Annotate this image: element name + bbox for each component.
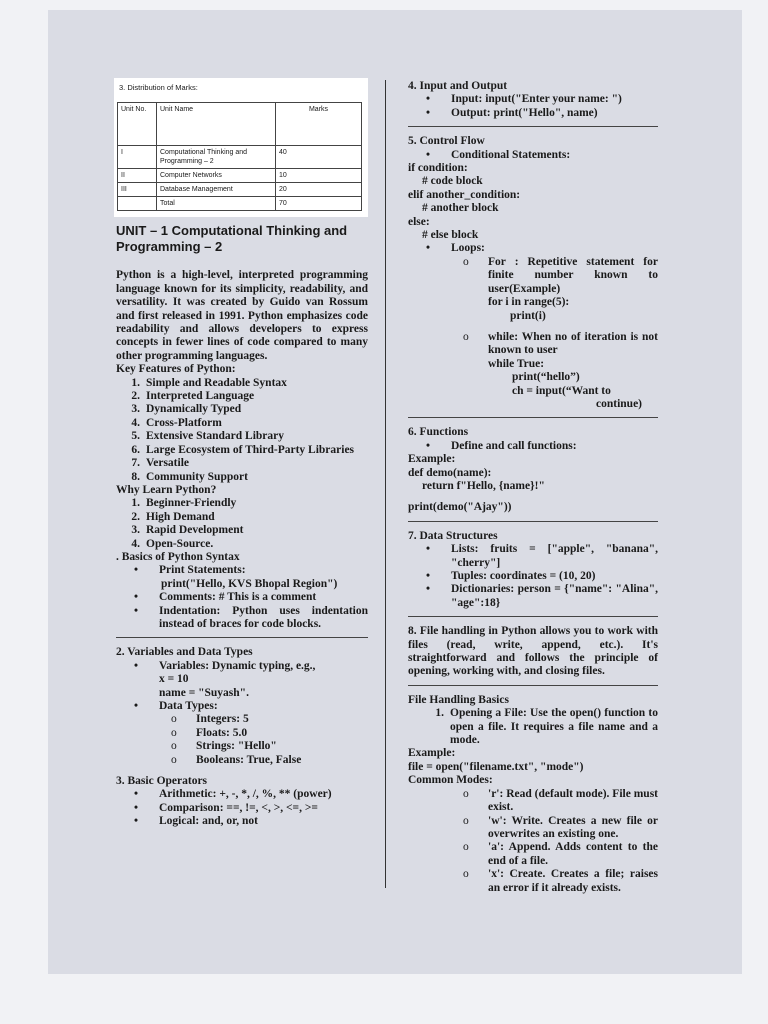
list-item: 4. Cross-Platform — [131, 416, 222, 429]
example-label: Example: — [408, 747, 456, 760]
code-line: elif another_condition: — [408, 188, 521, 201]
table-header: Unit No. — [118, 103, 157, 146]
key-features-heading: Key Features of Python: — [116, 363, 236, 376]
file-handling-list — [408, 707, 658, 747]
list-item: 3. Rapid Development — [131, 524, 244, 537]
column-divider — [385, 80, 386, 888]
list-item: o 'a': Append. Adds content to the end of a file. — [463, 841, 658, 867]
table-row — [118, 169, 362, 183]
table-cell: Computational Thinking and Programming – 2 — [157, 146, 276, 169]
table-cell: 10 — [276, 169, 362, 183]
list-item: o while: When no of iteration is not known to user while True: print(“hello”) ch = input(“Want to continue) — [463, 330, 658, 410]
table-cell: Database Management — [157, 183, 276, 197]
list-item: o Booleans: True, False — [171, 753, 302, 766]
code-line: file = open("filename.txt", "mode") — [408, 760, 584, 773]
basics-list — [116, 564, 368, 631]
list-item: 4. Open-Source. — [131, 537, 214, 550]
table-cell: II — [118, 169, 157, 183]
variables-heading: 2. Variables and Data Types — [116, 646, 253, 659]
list-item: 6. Large Ecosystem of Third-Party Libraries — [131, 443, 355, 456]
intro-paragraph: Python is a high-level, interpreted programming language known for its simplicity, readability, and versatility. It was created by Guido van Rossum and first released in 1991. Python emphasizes code readability and allows developers to express concepts in fewer lines of code compared to many other programming languages. — [116, 269, 368, 362]
table-cell: Computer Networks — [157, 169, 276, 183]
list-item: o 'w': Write. Creates a new file or overwrites an existing one. — [463, 814, 658, 840]
table-cell: I — [118, 146, 157, 169]
list-item: • Loops: — [426, 242, 485, 255]
code-line: if condition: — [408, 162, 468, 175]
right-column — [408, 80, 658, 895]
code-line: print(demo("Ajay")) — [408, 501, 512, 514]
paper-margin — [0, 975, 768, 1024]
table-cell: III — [118, 183, 157, 197]
table-row — [118, 146, 362, 169]
io-heading: 4. Input and Output — [408, 80, 508, 92]
table-row — [118, 183, 362, 197]
code-line: # else block — [422, 229, 479, 242]
code-line: # code block — [422, 175, 483, 188]
functions-heading: 6. Functions — [408, 426, 469, 439]
basics-heading: . Basics of Python Syntax — [116, 550, 240, 563]
operators-heading: 3. Basic Operators — [116, 775, 208, 788]
data-types-list — [116, 713, 368, 767]
list-item: • Dictionaries: person = {"name": "Alina", "age":18} — [426, 583, 658, 609]
control-list — [408, 149, 658, 162]
unit-title: UNIT – 1 Computational Thinking and Programming – 2 — [116, 223, 348, 255]
functions-list — [408, 440, 658, 453]
list-item: • Logical: and, or, not — [134, 815, 258, 828]
list-item: 5. Extensive Standard Library — [131, 430, 285, 443]
code-line: else: — [408, 215, 430, 228]
why-list — [116, 497, 368, 551]
left-column — [116, 78, 368, 829]
list-item: • Comments: # This is a comment — [134, 591, 317, 604]
list-item: o Integers: 5 — [171, 713, 249, 726]
list-item: 3. Dynamically Typed — [131, 403, 242, 416]
list-item: • Print Statements: print("Hello, KVS Bhopal Region") — [134, 564, 338, 590]
table-header-row — [118, 103, 362, 146]
list-item: 2. Interpreted Language — [131, 390, 255, 403]
section-divider — [408, 417, 658, 418]
section-divider — [408, 521, 658, 522]
table-cell: 20 — [276, 183, 362, 197]
variables-list — [116, 660, 368, 714]
section-divider — [408, 126, 658, 127]
file-handling-paragraph: 8. File handling in Python allows you to work with files (read, write, append, etc.). It's straightforward and follows the principle of opening, working with, and closing files. — [408, 625, 658, 678]
table-cell: 70 — [276, 197, 362, 211]
example-label: Example: — [408, 453, 456, 466]
table-header: Unit Name — [157, 103, 276, 146]
list-item: • Variables: Dynamic typing, e.g., x = 10 name = "Suyash". — [134, 659, 316, 699]
table-cell: 40 — [276, 146, 362, 169]
modes-heading: Common Modes: — [408, 774, 493, 787]
key-features-list — [116, 377, 368, 484]
loops-list — [408, 242, 658, 411]
list-item: • Output: print("Hello", name) — [426, 106, 598, 119]
table-row — [118, 197, 362, 211]
marks-table — [117, 102, 362, 211]
section-divider — [408, 616, 658, 617]
list-item: o Strings: "Hello" — [171, 740, 277, 753]
data-structures-list — [408, 543, 658, 610]
list-item: 1. Beginner-Friendly — [131, 497, 237, 510]
file-handling-heading: File Handling Basics — [408, 693, 509, 706]
list-item: o Floats: 5.0 — [171, 726, 248, 739]
list-item: 2. High Demand — [131, 510, 215, 523]
list-item: • Tuples: coordinates = (10, 20) — [426, 570, 596, 582]
code-line: def demo(name): — [408, 466, 492, 479]
table-header: Marks — [276, 103, 362, 146]
table-cell: Total — [157, 197, 276, 211]
list-item: • Data Types: — [134, 700, 218, 712]
why-heading: Why Learn Python? — [116, 483, 217, 496]
control-heading: 5. Control Flow — [408, 135, 485, 148]
list-item: o 'r': Read (default mode). File must exist. — [463, 787, 658, 814]
list-item: • Comparison: ==, !=, <, >, <=, >= — [134, 801, 318, 814]
list-item: • Indentation: Python uses indentation instead of braces for code blocks. — [134, 604, 368, 630]
section-divider — [408, 685, 658, 686]
marks-table-box — [114, 78, 368, 217]
list-item: • Lists: fruits = ["apple", "banana", "cherry"] — [426, 543, 658, 569]
io-list — [408, 93, 658, 120]
table-caption: 3. Distribution of Marks: — [119, 83, 198, 92]
list-item: 7. Versatile — [131, 457, 190, 470]
code-line: # another block — [422, 202, 499, 215]
list-item: 1. Opening a File: Use the open() function to open a file. It requires a file name and a mode. — [435, 707, 658, 747]
modes-list — [408, 788, 658, 895]
list-item: o For : Repetitive statement for finite number known to user(Example) for i in range(5): print(i) — [463, 255, 658, 322]
list-item: 8. Community Support — [131, 470, 248, 483]
table-cell — [118, 197, 157, 211]
list-item: • Conditional Statements: — [426, 148, 571, 161]
list-item: • Arithmetic: +, -, *, /, %, ** (power) — [134, 788, 332, 801]
list-item: • Input: input("Enter your name: ") — [426, 93, 622, 106]
section-divider — [116, 637, 368, 638]
list-item: • Define and call functions: — [426, 439, 577, 452]
code-line: return f"Hello, {name}!" — [422, 479, 545, 492]
operators-list — [116, 788, 368, 828]
list-item: o 'x': Create. Creates a file; raises an error if it already exists. — [463, 868, 658, 894]
data-structures-heading: 7. Data Structures — [408, 529, 498, 542]
list-item: 1. Simple and Readable Syntax — [131, 376, 287, 389]
